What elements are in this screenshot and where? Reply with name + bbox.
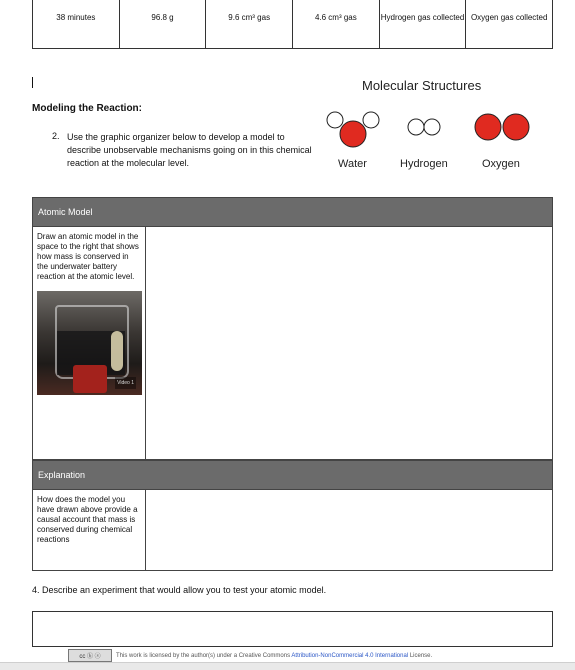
label-hydrogen: Hydrogen <box>400 158 448 170</box>
atomic-model-prompt-cell <box>33 227 146 459</box>
atomic-model-prompt: Draw an atomic model in the space to the right that shows how mass is conserved in the underwater battery reaction at the atomic level. <box>37 232 139 281</box>
atomic-model-section <box>32 197 553 460</box>
cc-license-icon[interactable]: cc ⓑ ⓢ <box>68 649 112 662</box>
table-cell-oxygen-volume: 4.6 cm³ gas <box>293 0 380 48</box>
molecule-diagram <box>320 100 550 156</box>
explanation-prompt: How does the model you have drawn above provide a causal account that mass is conserved during chemical reactions <box>33 490 146 570</box>
water-molecule <box>327 112 379 147</box>
label-oxygen: Oxygen <box>482 158 520 170</box>
table-cell-hydrogen-volume: 9.6 cm³ gas <box>206 0 293 48</box>
section-heading: Modeling the Reaction: <box>32 103 142 114</box>
table-header-oxygen: Oxygen gas collected <box>470 13 548 22</box>
question-4 <box>32 585 326 595</box>
table-header-hydrogen: Hydrogen gas collected <box>380 0 467 48</box>
question-4-text: Describe an experiment that would allow you to test your atomic model. <box>42 585 327 595</box>
atomic-model-header: Atomic Model <box>32 197 553 227</box>
license-link[interactable]: Attribution-NonCommercial 4.0 International <box>291 652 409 659</box>
question-4-number: 4. <box>32 585 40 595</box>
license-text: This work is licensed by the author(s) under a Creative Commons <box>116 652 291 659</box>
molecular-structures-title: Molecular Structures <box>362 78 482 93</box>
license-suffix: License. <box>409 652 433 659</box>
question-text: Use the graphic organizer below to develop a model to describe unobservable mechanisms going on in this chemical reaction at the molecular level. <box>67 132 312 168</box>
hydrogen-molecule <box>408 119 440 135</box>
text-cursor <box>32 77 33 88</box>
table-cell-mass: 96.8 g <box>120 0 207 48</box>
oxygen-molecule <box>475 114 529 140</box>
data-table <box>32 0 553 49</box>
license-footer <box>68 649 432 662</box>
photo-caption: Video 1 <box>115 377 136 389</box>
atomic-model-drawing-area[interactable] <box>146 227 552 459</box>
question-4-answer-box[interactable] <box>32 611 553 647</box>
question-number: 2. <box>52 131 60 141</box>
battery-photo[interactable] <box>37 291 142 395</box>
explanation-header: Explanation <box>32 460 553 490</box>
explanation-answer-area[interactable] <box>146 490 552 570</box>
table-cell-time: 38 minutes <box>33 0 120 48</box>
explanation-section <box>32 460 553 571</box>
label-water: Water <box>338 158 367 170</box>
